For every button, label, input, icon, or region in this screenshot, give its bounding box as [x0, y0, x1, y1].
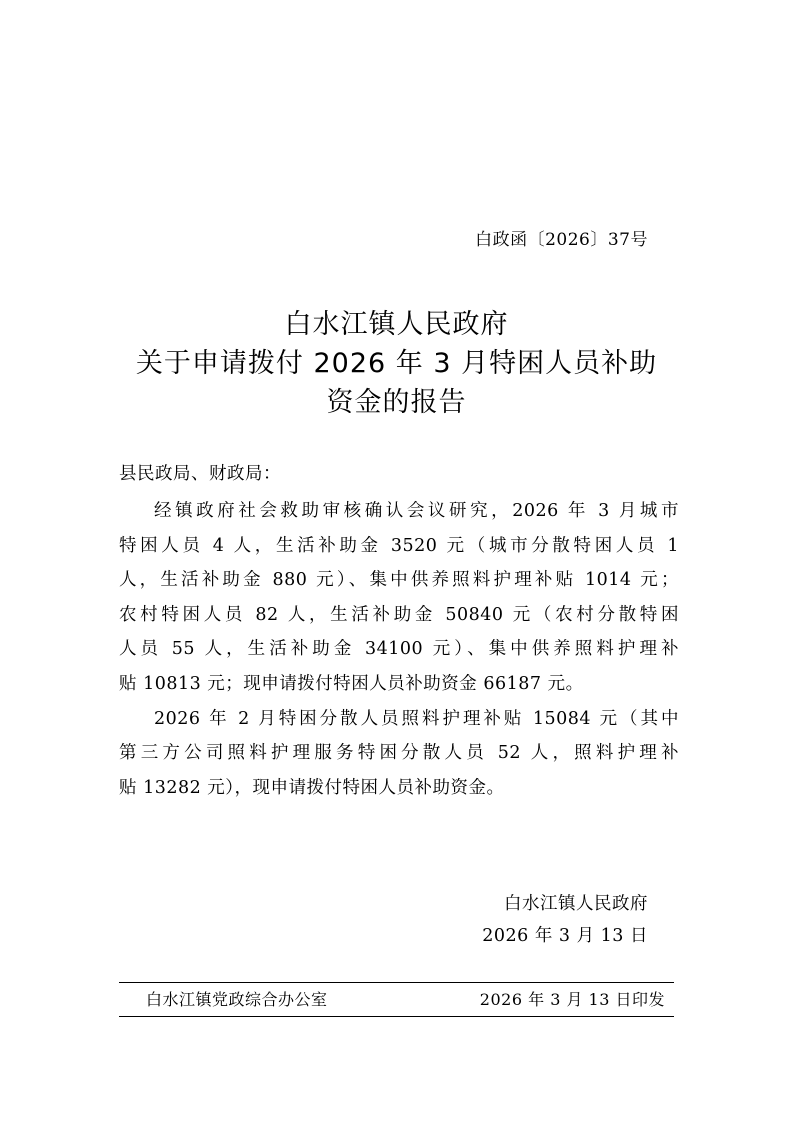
paragraph-line: 经镇政府社会救助审核确认会议研究，2026 年 3 月城市 [154, 501, 679, 521]
title-line: 关于申请拨付 2026 年 3 月特困人员补助 [135, 348, 658, 379]
paragraph-line: 特困人员 4 人，生活补助金 3520 元（城市分散特困人员 1 [119, 535, 679, 556]
paragraph-line: 2026 年 2 月特困分散人员照料护理补贴 15084 元（其中 [154, 708, 679, 729]
footer-issue-date: 2026 年 3 月 13 日印发 [479, 990, 665, 1009]
paragraph-line: 贴 13282 元），现申请拨付特困人员补助资金。 [119, 777, 505, 798]
paragraph-line: 贴 10813 元；现申请拨付特困人员补助资金 66187 元。 [119, 673, 584, 694]
addressee: 县民政局、财政局： [119, 464, 281, 484]
paragraph-line: 农村特困人员 82 人，生活补助金 50840 元（农村分散特困 [119, 604, 679, 625]
title-line: 白水江镇人民政府 [284, 309, 509, 340]
paragraph-line: 人，生活补助金 880 元）、集中供养照料护理补贴 1014 元； [119, 570, 679, 591]
paragraph-line: 人员 55 人，生活补助金 34100 元）、集中供养照料护理补 [119, 639, 679, 660]
document-number: 白政函〔2026〕37号 [475, 230, 648, 250]
document-body [119, 494, 679, 805]
paragraph-line: 第三方公司照料护理服务特困分散人员 52 人，照料护理补 [119, 743, 679, 764]
title-line: 资金的报告 [326, 387, 467, 418]
footer-office: 白水江镇党政综合办公室 [146, 990, 328, 1009]
signature-org: 白水江镇人民政府 [504, 894, 648, 914]
document-title [100, 305, 693, 422]
signature-date: 2026 年 3 月 13 日 [482, 926, 648, 946]
footer-top-rule [119, 982, 674, 983]
footer-bottom-rule [119, 1016, 674, 1017]
signature-block [348, 888, 648, 952]
